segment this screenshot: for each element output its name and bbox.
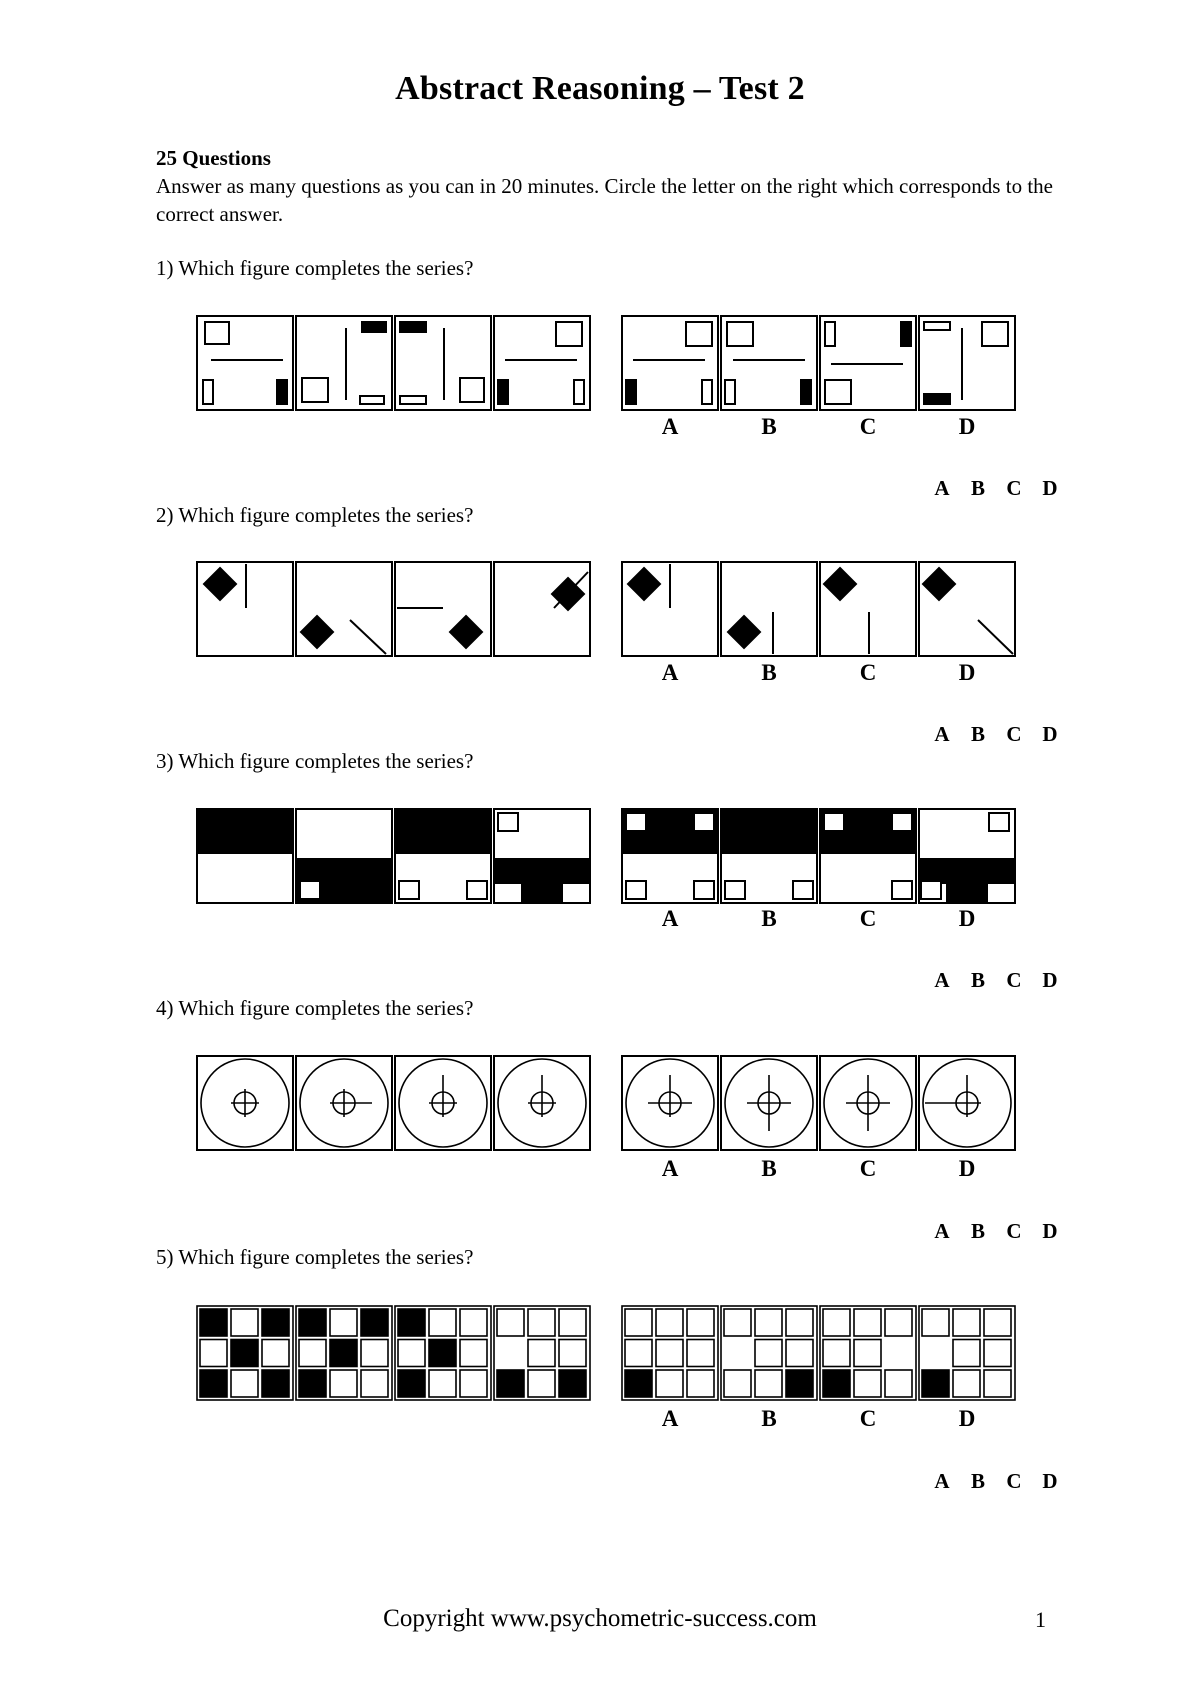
q4-option-label-c: C: [859, 1156, 877, 1181]
q5-grid-cell: [922, 1309, 949, 1336]
q5-grid-cell: [984, 1309, 1011, 1336]
question-2-figures: [0, 556, 1200, 662]
q5-grid-cell: [429, 1370, 456, 1397]
question-4-figures: [0, 1050, 1200, 1156]
q5-option-label-b: B: [761, 1406, 777, 1431]
q3-option-label-b: B: [761, 906, 777, 931]
q2-option-label-c: C: [859, 660, 877, 685]
q5-grid-cell: [528, 1309, 555, 1336]
footer-copyright: Copyright www.psychometric-success.com: [383, 1605, 817, 1632]
q5-grid-cell: [330, 1340, 357, 1367]
q5-grid-cell: [656, 1370, 683, 1397]
q5-grid-cell: [528, 1370, 555, 1397]
q5-grid-cell: [885, 1340, 912, 1367]
q5-answer-d[interactable]: D: [1042, 1469, 1058, 1493]
q1-answer-c[interactable]: C: [1006, 476, 1022, 500]
q3-answer-c[interactable]: C: [1006, 968, 1022, 992]
q5-grid-cell: [559, 1370, 586, 1397]
q5-grid-cell: [330, 1370, 357, 1397]
q5-grid-cell: [200, 1309, 227, 1336]
q2-option-label-b: B: [761, 660, 777, 685]
q5-grid-cell: [922, 1370, 949, 1397]
q5-grid-cell: [854, 1309, 881, 1336]
q5-grid-cell: [755, 1370, 782, 1397]
q4-option-label-b: B: [761, 1156, 777, 1181]
q5-grid-cell: [231, 1370, 258, 1397]
q5-grid-cell: [854, 1370, 881, 1397]
q5-grid-cell: [231, 1309, 258, 1336]
q5-grid-cell: [885, 1309, 912, 1336]
q5-grid-cell: [460, 1340, 487, 1367]
q5-grid-cell: [724, 1340, 751, 1367]
q5-grid-cell: [953, 1309, 980, 1336]
q5-grid-cell: [559, 1309, 586, 1336]
q5-option-label-c: C: [859, 1406, 877, 1431]
q5-grid-cell: [786, 1309, 813, 1336]
q5-grid-cell: [687, 1370, 714, 1397]
q2-option-panels: [622, 562, 1015, 656]
q3-option-label-a: A: [661, 906, 679, 931]
q2-answer-c[interactable]: C: [1006, 722, 1022, 746]
q5-option-label-a: A: [661, 1406, 679, 1431]
q5-answer-b[interactable]: B: [970, 1469, 985, 1493]
q5-grid-cell: [299, 1340, 326, 1367]
q5-grid-cell: [885, 1370, 912, 1397]
q4-option-label-d: D: [958, 1156, 976, 1181]
q5-grid-cell: [854, 1340, 881, 1367]
q5-grid-cell: [724, 1309, 751, 1336]
page-number: 1: [1035, 1607, 1046, 1632]
q5-grid-cell: [361, 1309, 388, 1336]
q5-grid-cell: [786, 1370, 813, 1397]
question-4-prompt: 4) Which figure completes the series?: [156, 996, 474, 1020]
q5-grid-cell: [200, 1370, 227, 1397]
q5-answer-a[interactable]: A: [934, 1469, 950, 1493]
q4-option-label-a: A: [661, 1156, 679, 1181]
q3-option-label-d: D: [958, 906, 976, 931]
question-1-figures: [0, 310, 1200, 416]
q5-grid-cell: [755, 1309, 782, 1336]
q5-grid-cell: [398, 1309, 425, 1336]
instructions: Answer as many questions as you can in 20 minutes. Circle the letter on the right which corresponds to the correct answer.: [156, 174, 1053, 226]
q5-grid-cell: [823, 1340, 850, 1367]
q5-grid-cell: [625, 1309, 652, 1336]
q5-grid-cell: [984, 1370, 1011, 1397]
q4-answer-c[interactable]: C: [1006, 1219, 1022, 1243]
q3-option-label-c: C: [859, 906, 877, 931]
q1-series-panels: [197, 316, 590, 410]
q5-grid-cell: [823, 1309, 850, 1336]
q5-grid-cell: [200, 1340, 227, 1367]
q4-answer-d[interactable]: D: [1042, 1219, 1058, 1243]
q5-grid-cell: [823, 1370, 850, 1397]
q5-grid-cell: [656, 1340, 683, 1367]
q3-answer-b[interactable]: B: [970, 968, 985, 992]
q1-answer-a[interactable]: A: [934, 476, 950, 500]
q5-grid-cell: [625, 1340, 652, 1367]
q5-grid-cell: [786, 1340, 813, 1367]
q5-grid-cell: [262, 1370, 289, 1397]
q5-grids: [197, 1306, 1015, 1400]
q5-grid-cell: [497, 1309, 524, 1336]
q1-option-label-c: C: [859, 414, 877, 439]
page-title: Abstract Reasoning – Test 2: [395, 70, 805, 107]
q5-grid-cell: [231, 1340, 258, 1367]
q5-grid-cell: [922, 1340, 949, 1367]
q2-answer-b[interactable]: B: [970, 722, 985, 746]
q5-grid-cell: [299, 1309, 326, 1336]
question-3-figures: [0, 803, 1200, 909]
q5-grid-cell: [330, 1309, 357, 1336]
q5-grid-cell: [299, 1370, 326, 1397]
q5-grid-cell: [361, 1370, 388, 1397]
q5-grid-cell: [953, 1370, 980, 1397]
question-5-figures: [0, 1300, 1200, 1406]
question-2-prompt: 2) Which figure completes the series?: [156, 503, 474, 527]
question-count: 25 Questions: [156, 146, 271, 170]
q4-answer-a[interactable]: A: [934, 1219, 950, 1243]
q5-grid-cell: [953, 1340, 980, 1367]
q4-answer-b[interactable]: B: [970, 1219, 985, 1243]
q1-answer-b[interactable]: B: [970, 476, 985, 500]
q5-grid-cell: [755, 1340, 782, 1367]
q1-option-panels: [622, 316, 1015, 410]
q5-grid-cell: [398, 1340, 425, 1367]
q5-answer-c[interactable]: C: [1006, 1469, 1022, 1493]
q5-grid-cell: [984, 1340, 1011, 1367]
q1-option-label-a: A: [661, 414, 679, 439]
q1-answer-d[interactable]: D: [1042, 476, 1058, 500]
q5-grid-cell: [460, 1370, 487, 1397]
q5-grid-cell: [262, 1309, 289, 1336]
q2-series-panels: [197, 562, 590, 656]
q2-answer-a[interactable]: A: [934, 722, 950, 746]
q5-grid-cell: [656, 1309, 683, 1336]
q5-grid-cell: [429, 1340, 456, 1367]
q3-answer-a[interactable]: A: [934, 968, 950, 992]
q5-grid-cell: [528, 1340, 555, 1367]
q2-option-label-d: D: [958, 660, 976, 685]
q5-grid-cell: [497, 1340, 524, 1367]
q5-grid-cell: [724, 1370, 751, 1397]
question-5-prompt: 5) Which figure completes the series?: [156, 1245, 474, 1269]
q5-grid-cell: [497, 1370, 524, 1397]
q1-option-label-d: D: [958, 414, 976, 439]
q5-grid-cell: [262, 1340, 289, 1367]
q5-grid-cell: [361, 1340, 388, 1367]
question-3-prompt: 3) Which figure completes the series?: [156, 749, 474, 773]
q5-grid-cell: [687, 1340, 714, 1367]
q5-option-label-d: D: [958, 1406, 976, 1431]
q2-answer-d[interactable]: D: [1042, 722, 1058, 746]
q5-grid-cell: [460, 1309, 487, 1336]
q2-option-label-a: A: [661, 660, 679, 685]
q1-option-label-b: B: [761, 414, 777, 439]
q5-grid-cell: [429, 1309, 456, 1336]
q3-answer-d[interactable]: D: [1042, 968, 1058, 992]
q5-grid-cell: [687, 1309, 714, 1336]
question-1-prompt: 1) Which figure completes the series?: [156, 256, 474, 280]
q5-grid-cell: [625, 1370, 652, 1397]
q5-grid-cell: [398, 1370, 425, 1397]
q5-grid-cell: [559, 1340, 586, 1367]
